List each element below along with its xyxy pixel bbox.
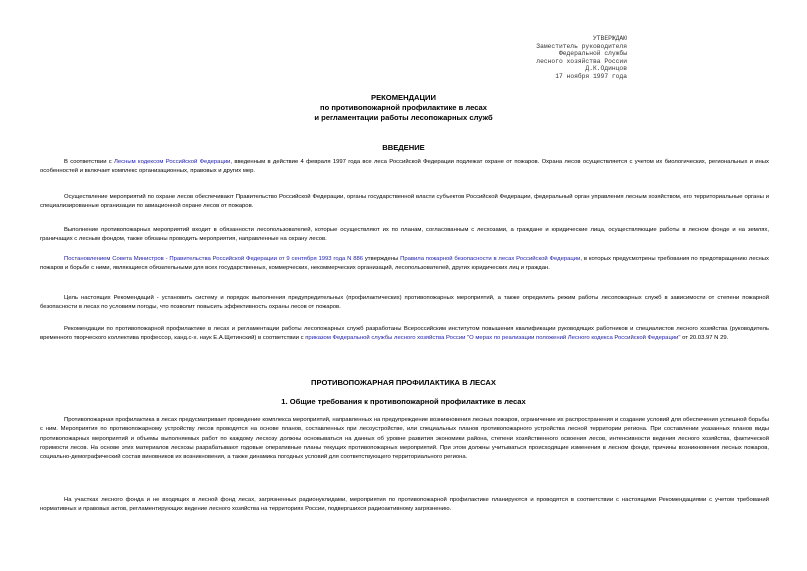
title-line-1: РЕКОМЕНДАЦИИ xyxy=(371,93,436,102)
title-line-2: по противопожарной профилактике в лесах xyxy=(319,103,487,112)
approval-line: 17 ноября 1997 года xyxy=(555,72,627,80)
intro-paragraph-1 xyxy=(40,158,769,177)
approval-block xyxy=(427,35,627,81)
link-forest-code[interactable]: Лесным кодексом Российской Федерации xyxy=(114,159,231,165)
intro-paragraph-4 xyxy=(40,255,769,274)
section1-paragraph-2: На участках лесного фонда и не входящих в лесной фонд лесах, загрязненных радионуклидами, мероприятия по противопожарной профилактике планируются и проводятся в соответствии с настоящими Рекомендациями с учетом требований нормативных и правовых актов, регламентирующих ведение лесного хозяйства на территориях России, подвергшихся радиоактивному загрязнению. xyxy=(40,497,769,513)
text: , в которых предусмотрены требования по предотвращению лесных пожаров и борьбе с ними, являющиеся обязательными для всех государственных, коммерческих, некоммерческих организаций, лесопользователей, других юридических лиц и граждан. xyxy=(40,256,769,272)
section1-paragraph-1: Противопожарная профилактика в лесах предусматривает проведение комплекса мероприятий, направленных на предупреждение возникновения лесных пожаров, ограничение их распространения и создание условий для обеспечения успешной борьбы с ним. Мероприятия по противопожарному устройству лесов проводятся на основе планов, составленных при лесоустройстве, или специальных планов противопожарного устройства лесной территории региона. При составлении указанных планов виды противопожарных мероприятий и объемы выполняемых работ по каждому лесхозу должны основываться на данных об уровне развития экономики района, степени хозяйственного освоения лесов, интенсивности ведения лесного хозяйства, фактической горимости лесов. На основе этих материалов лесхозы разрабатывают годовые оперативные планы текущих противопожарных мероприятий. При этом должны учитываться происходящие изменения в лесном фонде, причины возникновения лесных пожаров, социально-демографический состав виновников их возникновения, а также динамика погодных условий для соответствующего территориального региона. xyxy=(40,417,769,461)
text: В соответствии с xyxy=(64,159,115,165)
intro-paragraph-6 xyxy=(40,325,769,344)
document-title xyxy=(0,93,807,123)
text: , введенным в действие 4 февраля 1997 года все леса Российской Федерации подлежат охране от пожаров. Охрана лесов осуществляется с учетом их биологических, региональных и иных особенностей и включает комплекс организационных, правовых и других мер. xyxy=(40,159,769,175)
approval-line: Заместитель руководителя xyxy=(536,42,627,50)
heading-introduction: ВВЕДЕНИЕ xyxy=(382,143,425,152)
approval-line: лесного хозяйства России xyxy=(536,57,627,65)
title-line-3: и регламентации работы лесопожарных служб xyxy=(314,113,493,122)
link-resolution-886[interactable]: Постановлением Совета Министров - Правительства Российской Федерации от 9 сентября 1993 года N 886 xyxy=(64,256,364,262)
approval-line: УТВЕРЖДАЮ xyxy=(592,35,627,42)
intro-paragraph-5: Цель настоящих Рекомендаций - установить систему и порядок выполнения предупредительных (профилактических) противопожарных мероприятий, а также определить режим работы лесопожарных служб в зависимости от степени пожарной безопасности в лесах по условиям погоды, что позволит повысить эффективность охраны лесов от пожаров. xyxy=(40,295,769,311)
approval-line: Д.К.Одинцов xyxy=(585,65,627,73)
intro-paragraph-2: Осуществление мероприятий по охране лесов обеспечивают Правительство Российской Федерации, органы государственной власти субъектов Российской Федерации, федеральный орган управления лесным хозяйством, его территориальные органы и специализированные организации по авиационной охране лесов от пожаров. xyxy=(40,194,769,210)
link-order-29[interactable]: приказом Федеральной службы лесного хозяйства России "О мерах по реализации положений Лесного кодекса Российской Федерации" xyxy=(305,335,681,342)
heading-section-1: 1. Общие требования к противопожарной профилактике в лесах xyxy=(281,397,526,406)
text: Рекомендации по противопожарной профилактике в лесах и регламентации работы лесопожарных служб разработаны Всероссийским институтом повышения квалификации руководящих работников и специалистов лесного хозяйства (руководитель временного творческого коллектива профессор, канд.с-х. наук Е.А.Щетинский) в соответствии с xyxy=(40,326,769,342)
heading-fire-prevention: ПРОТИВОПОЖАРНАЯ ПРОФИЛАКТИКА В ЛЕСАХ xyxy=(311,378,496,387)
approval-line: Федеральной службы xyxy=(558,50,627,58)
link-fire-safety-rules[interactable]: Правила пожарной безопасности в лесах Российской Федерации xyxy=(400,256,581,262)
text: от 20.03.97 N 29. xyxy=(680,335,729,342)
intro-paragraph-3: Выполнение противопожарных мероприятий входит в обязанности лесопользователей, которые осуществляют их по планам, согласованным с лесхозами, а граждане и юридические лица, осуществляющие работы в лесном фонде и на землях, граничащих с лесным фондом, также обязаны проводить мероприятия, направленные на охрану лесов. xyxy=(40,227,769,243)
text: утверждены xyxy=(363,256,401,262)
